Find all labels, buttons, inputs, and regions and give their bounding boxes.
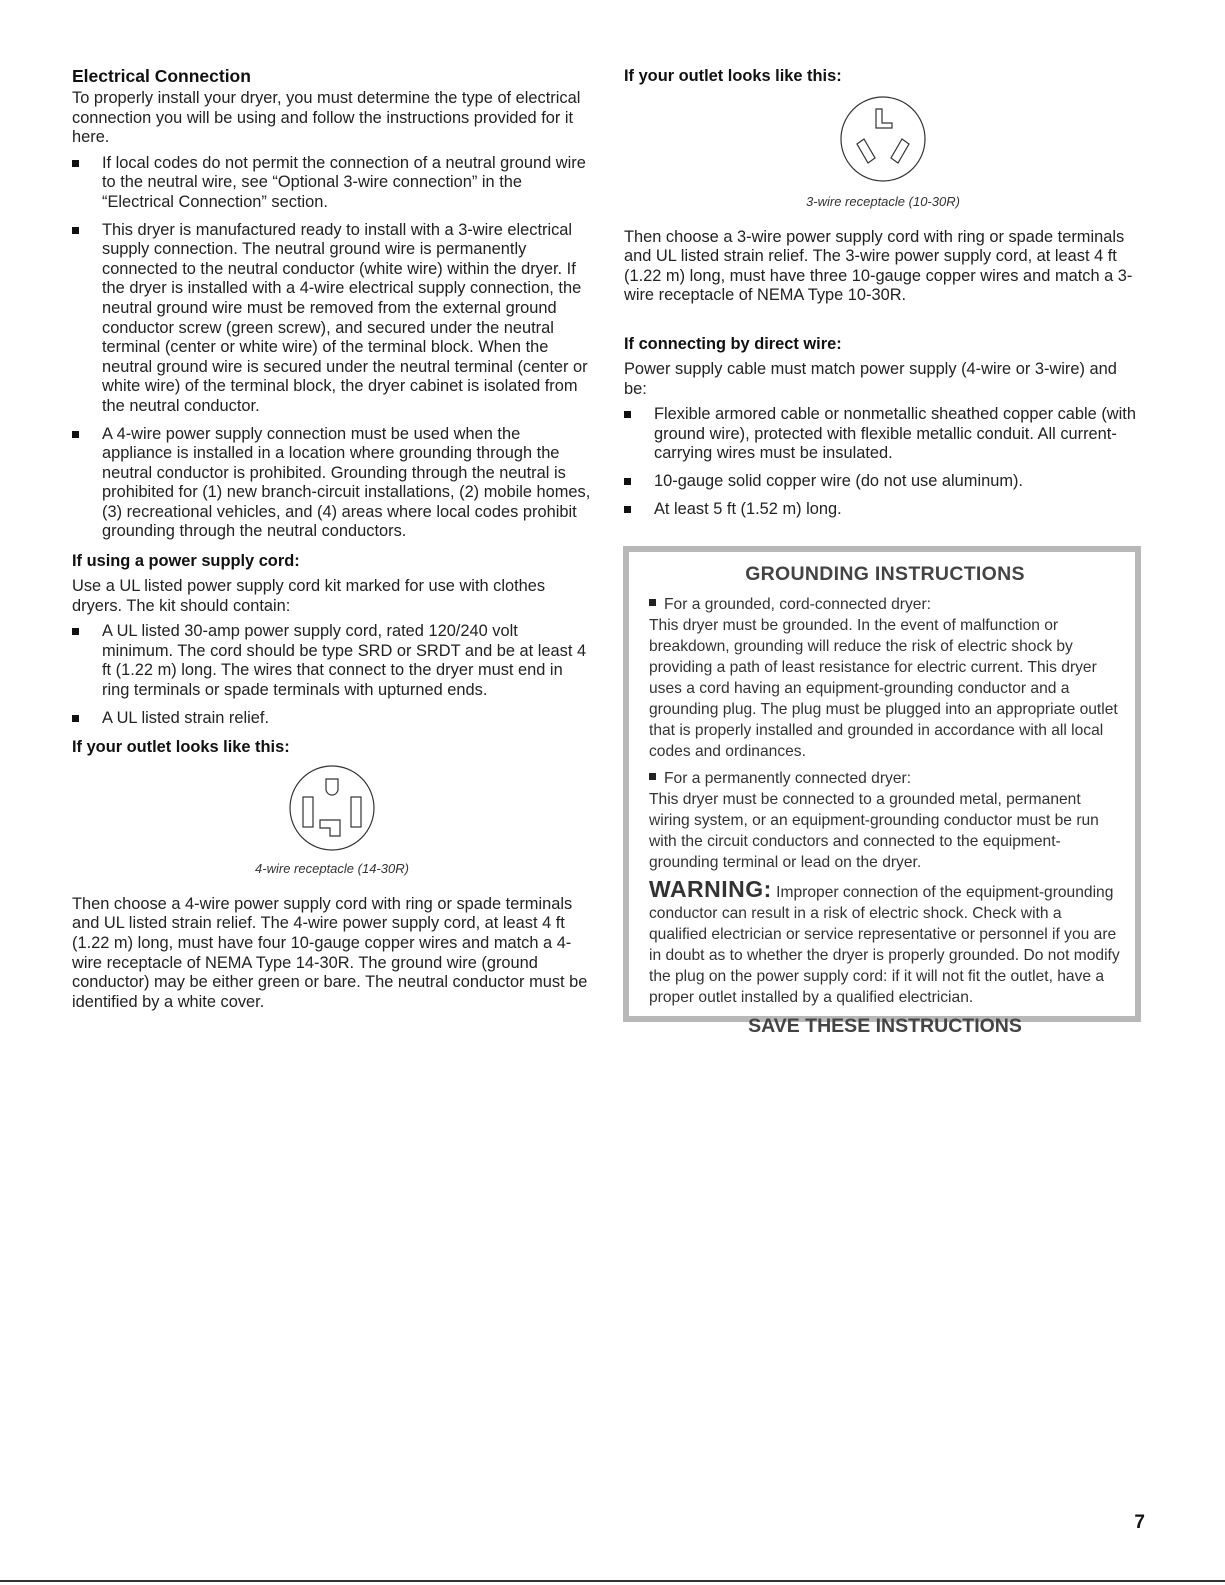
grounding-instructions-box <box>623 546 1141 1037</box>
square-bullet-icon <box>624 506 631 513</box>
receptacle-figure-3wire <box>624 92 1142 212</box>
outlet-paragraph-3wire: Then choose a 3-wire power supply cord with ring or spade terminals and UL listed strain relief. The 3-wire power supply cord, at least 4 ft (1.22 m) long, must have three 10-gauge copper wires and match a 3-wire receptacle of NEMA Type 10-30R. <box>624 227 1133 305</box>
grounding-cord-section <box>649 594 1121 762</box>
list-item: At least 5 ft (1.52 m) long. <box>624 500 1142 520</box>
section-title: Electrical Connection <box>72 66 251 86</box>
grounding-permanent-section <box>649 768 1121 873</box>
square-bullet-icon <box>72 628 79 635</box>
page-number: 7 <box>1134 1512 1145 1533</box>
direct-wire-intro: Power supply cable must match power supply (4-wire or 3-wire) and be: <box>624 359 1117 398</box>
square-bullet-icon <box>72 715 79 722</box>
square-bullet-icon <box>649 599 656 606</box>
save-instructions-title: SAVE THESE INSTRUCTIONS <box>748 1015 1022 1037</box>
square-bullet-icon <box>72 160 79 167</box>
direct-wire-bullet-list <box>624 405 1142 519</box>
list-item: A UL listed 30-amp power supply cord, rated 120/240 volt minimum. The cord should be type SRD or SRDT and be at least 4 ft (1.22 m) long. The wires that connect to the dryer must end in ring terminals or spade terminals with upturned ends. <box>72 622 592 700</box>
figure-caption: 4-wire receptacle (14-30R) <box>255 861 409 877</box>
bottom-rule <box>0 1580 1225 1582</box>
list-item: A 4-wire power supply connection must be used when the appliance is installed in a location where grounding through the neutral conductor is prohibited. Grounding through the neutral is prohibited for (1) new branch-circuit installations, (2) mobile homes, (3) recreational vehicles, and (4) areas where local codes prohibit grounding through the neutral conductors. <box>72 425 592 543</box>
square-bullet-icon <box>72 431 79 438</box>
outlet-paragraph-4wire: Then choose a 4-wire power supply cord with ring or spade terminals and UL listed strain relief. The 4-wire power supply cord, at least 4 ft (1.22 m) long, must have four 10-gauge copper wires and match a 4-wire receptacle of NEMA Type 14-30R. The ground wire (ground conductor) may be either green or bare. The neutral conductor must be identified by a white cover. <box>72 894 588 1011</box>
grounding-cord-text: This dryer must be grounded. In the event of malfunction or breakdown, grounding will reduce the risk of electric shock by providing a path of least resistance for electric current. This dryer uses a cord having an equipment-grounding conductor and a grounding plug. The plug must be plugged into an appropriate outlet that is properly installed and grounded in accordance with all local codes and ordinances. <box>649 617 1118 760</box>
square-bullet-icon <box>624 478 631 485</box>
cord-heading: If using a power supply cord: <box>72 552 300 571</box>
direct-wire-heading: If connecting by direct wire: <box>624 334 842 353</box>
square-bullet-icon <box>649 773 656 780</box>
list-item: 10-gauge solid copper wire (do not use aluminum). <box>624 472 1142 492</box>
warning-section <box>649 876 1121 1008</box>
4-wire-receptacle-icon <box>284 763 380 853</box>
outlet-heading-4wire: If your outlet looks like this: <box>72 738 290 757</box>
square-bullet-icon <box>624 411 631 418</box>
3-wire-receptacle-icon <box>835 92 931 186</box>
right-column <box>624 66 1142 527</box>
intro-bullet-list <box>72 154 592 542</box>
grounding-perm-text: This dryer must be connected to a grounded metal, permanent wiring system, or an equipment-grounding conductor must be run with the circuit conductors and connected to the equipment-grounding terminal or lead on the dryer. <box>649 791 1099 871</box>
warning-text: Improper connection of the equipment-grounding conductor can result in a risk of electric shock. Check with a qualified electrician or service representative or personnel if you are in doubt as to whether the dryer is properly grounded. Do not modify the plug on the power supply cord: if it will not fit the outlet, have a proper outlet installed by a qualified electrician. <box>649 884 1120 1006</box>
intro-paragraph: To properly install your dryer, you must determine the type of electrical connection you will be using and follow the instructions provided for it here. <box>72 89 581 147</box>
grounding-perm-label: For a permanently connected dryer: <box>664 770 912 787</box>
list-item: A UL listed strain relief. <box>72 709 592 729</box>
cord-intro: Use a UL listed power supply cord kit marked for use with clothes dryers. The kit should contain: <box>72 577 546 615</box>
list-item: This dryer is manufactured ready to install with a 3-wire electrical supply connection. The neutral ground wire is permanently connected to the neutral conductor (white wire) within the dryer. If the dryer is installed with a 4-wire electrical supply connection, the neutral ground wire must be removed from the external ground conductor screw (green screw), and secured under the neutral terminal (center or white wire) of the terminal block. When the neutral ground wire is secured under the neutral terminal (center or white wire) of the terminal block, the dryer cabinet is isolated from the neutral conductor. <box>72 221 592 417</box>
left-column <box>72 66 592 1012</box>
grounding-cord-label: For a grounded, cord-connected dryer: <box>664 596 931 613</box>
receptacle-figure-4wire <box>72 763 592 879</box>
grounding-title: GROUNDING INSTRUCTIONS <box>745 563 1025 585</box>
figure-caption: 3-wire receptacle (10-30R) <box>806 194 960 209</box>
warning-label: WARNING: <box>649 876 772 902</box>
list-item: If local codes do not permit the connection of a neutral ground wire to the neutral wire, see “Optional 3-wire connection” in the “Electrical Connection” section. <box>72 154 592 213</box>
cord-bullet-list <box>72 622 592 728</box>
list-item: Flexible armored cable or nonmetallic sheathed copper cable (with ground wire), protected with flexible metallic conduit. All current-carrying wires must be insulated. <box>624 405 1142 464</box>
square-bullet-icon <box>72 227 79 234</box>
outlet-heading-3wire: If your outlet looks like this: <box>624 67 842 85</box>
